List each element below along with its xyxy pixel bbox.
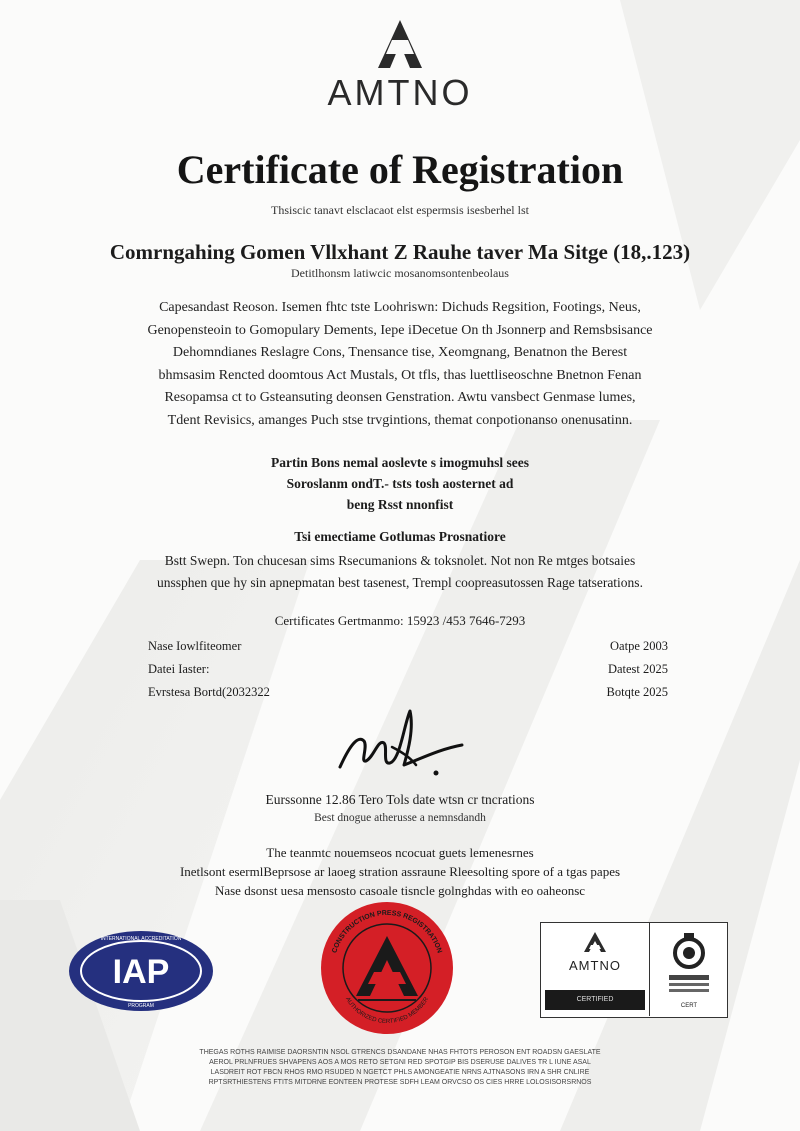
meta-row [148,662,668,682]
meta-value: Oatpe 2003 [610,639,668,653]
section-line: unssphen que hy sin apnepmatan best tasenest, Trempl coopreasutossen Rage tatserations. [157,575,643,590]
fine-print-line: AEROL PRLNFRUES SHVAPENS AOS A MOS RETO SETGNI RED SPOTGIP BIS DSERUSE DALIVES TR L IUNE ASAL [209,1059,591,1066]
authority-line: Eurssonne 12.86 Tero Tols date wtsn cr tncrations [265,792,535,807]
mark-badge-panel [651,923,727,1016]
company-name: Comrngahing Gomen Vllxhant Z Rauhe taver Ma Sitge (18,.123) [109,240,691,264]
seal-arc-bottom: AUTHORIZED CERTIFIED MEMBER [344,996,431,1026]
iap-accreditation-logo [66,928,216,1014]
statement-line: Partin Bons nemal aoslevte s imogmuhsl sees [271,455,529,470]
signature [330,705,470,785]
fine-print [130,1048,670,1088]
scope-paragraph [58,297,742,432]
brand-logo-icon [370,18,430,70]
scope-line: Resopamsa ct to Gsteansuting deonsen Genstration. Awtu vansbect Genmase lumes, [164,390,636,405]
certificate-title: Certificate of Registration [176,147,624,192]
statement-line: Soroslanm ondT.- tsts tosh aosternet ad [286,476,514,491]
mark-band: CERTIFIED [545,990,645,1010]
section-line: Bstt Swepn. Ton chucesan sims Rsecumanions & toksnolet. Not non Re mtges botsaies [164,553,636,568]
statement-line: beng Rsst nnonfist [346,497,454,512]
iap-text: IAP [112,953,170,991]
company-subline: Detitlhonsm latiwcic mosanomsontenbeolaus [291,266,509,280]
scope-line: bhmsasim Rencted doomtous Act Mustals, Ot tfls, thas luettliseoschne Bnetnon Fenan [158,367,642,383]
seal-arc-top: CONSTRUCTION PRESS REGISTRATION [331,909,443,955]
mark-brand-name: AMTNO [569,958,621,973]
accreditation-logos [0,898,800,1038]
meta-value: Datest 2025 [607,662,668,676]
scope-line: Tdent Revisics, amanges Puch stse trvgintions, themat conpotionanso onenusatinn. [167,412,633,428]
meta-label: Datei Iaster: [148,662,210,676]
scope-line: Genopensteoin to Gomopulary Dements, Iepe iDecetue On th Jsonnerp and Remsbsisance [147,322,653,338]
fine-print-line: LASDREIT ROT FBCN RHOS RMO RSUDED N NGETCT PHLS AMONGEATIE NRNS AJTNASONS IRN A SHR CNLIRE [210,1069,590,1076]
certificate-number: Certificates Gertmanmo: 15923 /453 7646-7293 [274,613,526,628]
section-heading: Tsi emectiame Gotlumas Prosnatiore [294,529,506,544]
iap-arc-bottom: PROGRAM [128,1003,154,1009]
meta-row [148,639,668,659]
note-line: The teanmtc nouemseos ncocuat guets lemenesrnes [266,845,534,860]
brand-header [0,18,800,114]
certification-mark-box [540,922,728,1018]
authority-subline: Best dnogue atherusse a nemnsdandh [314,812,486,824]
note-line: Inetlsont esermlBeprsose ar laoeg stration assraune Rleesolting spore of a tgas papes [179,864,621,879]
meta-label: Nase Iowlfiteomer [148,639,242,653]
scope-line: Dehomndianes Reslagre Cons, Tnensance tise, Xeomgnang, Benatnon the Berest [172,345,628,360]
meta-label: Evrstesa Bortd(2032322 [148,685,270,699]
scope-line: Capesandast Reoson. Isemen fhtc tste Loohriswn: Dichuds Regsition, Footings, Neus, [159,300,641,315]
mark-brand-panel [541,923,650,1016]
fine-print-line: THEGAS ROTHS RAIMISE DAORSNTIN NSOL GTRENCS DSANDANE NHAS FHTOTS PEROSON ENT ROADSN GAESLATE [199,1049,601,1056]
note-line: Nase dsonst uesa mensosto casoale tisncle golnghdas with eo oaheonsc [214,883,586,898]
iap-arc-top: INTERNATIONAL ACCREDITATION [100,936,182,942]
meta-row [148,685,668,705]
section-body [40,550,760,594]
red-registration-seal [312,898,462,1038]
certification-badge-icon [651,923,727,1016]
brand-name: AMTNO [327,72,473,113]
mark-brand-icon [582,931,608,953]
meta-value: Botqte 2025 [606,685,668,699]
standard-statement [0,452,800,515]
fine-print-line: RPTSRTHIESTENS FTITS MITDRNE EONTEEN PROTESE SDFH LEAM ORVCSO OS CIES HRRE LOLOSISORSRNOS [208,1079,592,1086]
notes-block [0,843,800,900]
mark-badge-text: CERT [680,1003,698,1009]
certificate-subtitle: Thsiscic tanavt elsclacaot elst espermsis isesberhel lst [271,203,529,217]
